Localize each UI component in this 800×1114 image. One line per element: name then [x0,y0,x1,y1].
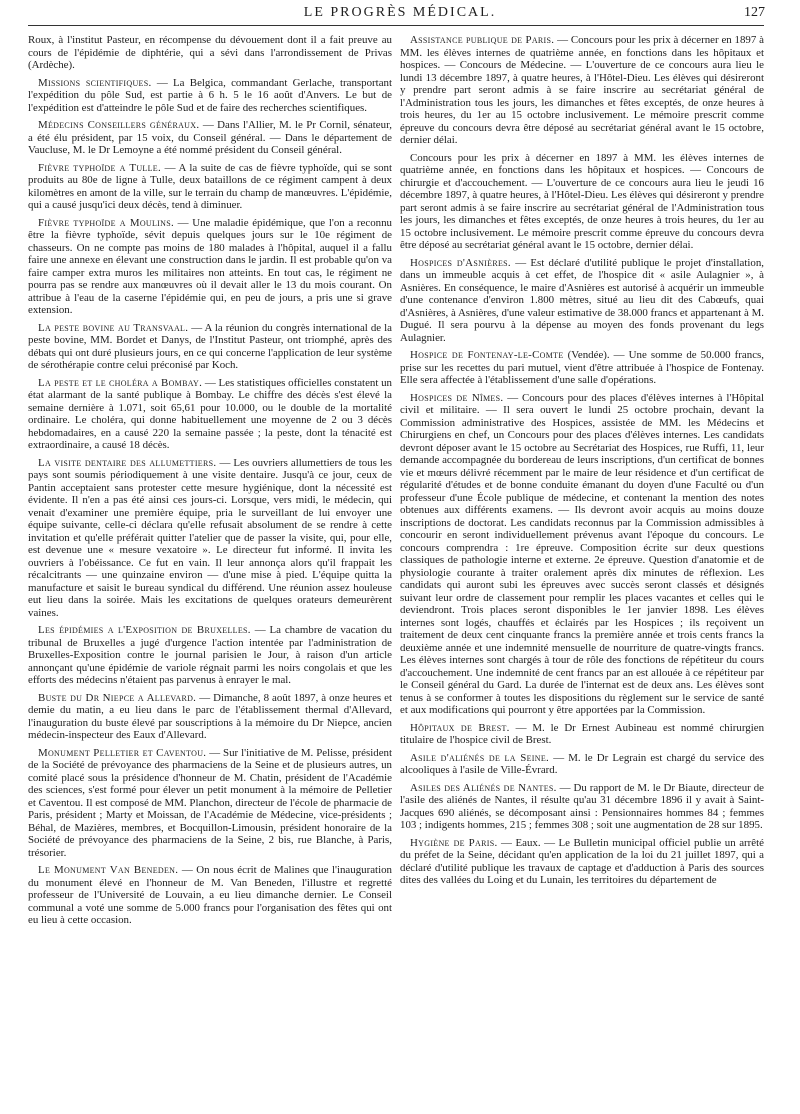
article-text: Concours pour les prix à décerner en 1897 à MM. les élèves internes de quatrième année, en fonctions dans les hôpitaux et hospices. — Concours de chirurgie et d'accouchement. — L'ouverture de ce concours aura lieu le jeudi 16 décembre 1897, à quatre heures, à l'Hôtel-Dieu. Les élèves qui désireront y prendre part seront admis à se faire inscrire au secrétariat général de l'Administration tous les jours, les dimanches et fêtes exceptés, de onze heures à trois heures, du 1er au 15 octobre inclusivement. Le mémoire prescrit comme épreuve du concours devra être déposé au secrétariat général avant le 15 octobre, dernier délai. [400,151,764,251]
article-text: Roux, à l'institut Pasteur, en récompense du dévouement dont il a fait preuve au cours de l'épidémie de diphtérie, qui a sévi dans l'arrondissement de Privas (Ardèche). [28,34,392,71]
header-rule [28,25,764,26]
article-paragraph [400,837,764,887]
article-paragraph [28,377,392,452]
article-text: (Vendée). — Une somme de 50.000 francs, prise sur les recettes du pari mutuel, vient d'être attribuée à l'hospice de Fontenay. Elle sera affectée à l'établissement d'une salle d'opérations. [400,349,764,386]
article-text: — La Belgica, commandant Gerlache, transportant l'expédition du pôle Sud, est partie à 6 h. 5 le 16 août d'Anvers. Le but de l'expédition est d'atteindre le pôle Sud et de faire des recherches scientifiques. [28,76,392,114]
article-heading: La peste bovine au Transvaal. [38,321,189,334]
article-heading: Missions scientifiques. [38,76,152,89]
article-text: — Les statistiques officielles constatent un état alarmant de la santé publique à Bombay. Le chiffre des décès s'est élevé la semaine dernière à 1.071, soit 65,61 pour 10.000, ou le double de la mortalité ordinaire. Le choléra, qui donne habituellement une moyenne de 2 ou 3 décès hebdomadaires, en a causé 220 la semaine passée ; la peste, dont la ténacité est extraordinaire, a causé 18 décès. [28,376,392,451]
article-heading: Hospices d'Asnières. [410,256,511,269]
article-text: — A la réunion du congrès international de la peste bovine, MM. Bordet et Danys, de l'Institut Pasteur, ont triomphé, après des débats qui ont duré plusieurs jours, en ce qui concerne l'application de leur système de sérothérapie contre celui préconisé par Koch. [28,321,392,371]
article-paragraph [28,77,392,115]
article-heading: Hospice de Fontenay-le-Comte [410,349,564,361]
article-text: — Du rapport de M. le Dr Biaute, directeur de l'asile des aliénés de Nantes, il résulte qu'au 31 décembre 1896 il y avait à Saint-Jacques 690 aliénés, se décomposant ainsi : Pensionnaires hommes 84 ; femmes 103 ; indigents hommes, 215 ; femmes 308 ; soit une augmentation de 28 sur 1895. [400,781,764,831]
article-heading: Fièvre typhoïde a Moulins. [38,216,174,229]
article-heading: Médecins Conseillers généraux. [38,119,200,131]
article-text: — Sur l'initiative de M. Pelisse, président de la Société de prévoyance des pharmaciens de la Seine et de plusieurs autres, un comité placé sous la présidence d'honneur de M. Chatin, président de l'Académie des sciences, s'est formé pour élever un petit monument à la mémoire de Pelletier et Caventou. Il est composé de MM. Planchon, directeur de l'école de pharmacie de Paris, président ; Marty et Moissan, de l'Académie de Médecine, vice-présidents ; Béhal, de Mazières, membres, et Bocquillon-Limousin, président honoraire de la Société de prévoyance des pharmaciens de la Seine, 2 bis, rue Blanche, à Paris, trésorier. [28,746,392,859]
article-text: — M. le Dr Ernest Aubineau est nommé chirurgien titulaire de l'hospice civil de Brest. [400,721,765,746]
article-paragraph [28,162,392,212]
article-text: — Est déclaré d'utilité publique le projet d'installation, dans un immeuble acquis à cet effet, de l'hospice dit « asile Aulagnier », à Asnières. En conséquence, le maire d'Asnières est autorisé à acquérir un immeuble d'une contenance d'environ 1.800 mètres, situé au lieu dit des Cabœufs, quai d'Asnières, à Asnières, d'une valeur estimative de 38.000 francs et appartenant à M. Dugué. Il sera pourvu à la dépense au moyen des fonds provenant du legs Aulagnier. [400,256,764,344]
article-text: — Les ouvriers allumettiers de tous les pays sont soumis périodiquement à une visite dentaire. Jusqu'à ce jour, ceux de Pantin acceptaient sans protester cette mesure hygiénique, dont la nécessité est évidente. Il n'en a pas été ainsi ces jours-ci. Lorsque, vers midi, le médecin, qui venait d'examiner une première équipe, pria le surveillant de lui envoyer une équipe suivante, celle-ci déclara qu'elle refusait absolument de se rendre à cette invitation et qu'elle préférait quitter l'atelier que de passer la visite, qui, pour elle, est devenue une « mesure vexatoire ». Le directeur fut informé. Il invita les ouvriers à l'obéissance. Ce fut en vain. Il leur annonça alors qu'il frappait les récalcitrants — une quinzaine environ — d'une mise à pied. L'équipe quitta la manufacture et saisit le bureau syndical du différend. Une réunion assez houleuse eut lieu dans la soirée. Mais les excitations de quelques orateurs demeurèrent vaines. [28,456,392,619]
article-paragraph [28,34,392,72]
running-title: LE PROGRÈS MÉDICAL. [303,5,497,20]
article-text: — Une maladie épidémique, que l'on a reconnu être la fièvre typhoïde, sévit depuis quelques jours sur le 10e régiment de chasseurs. On ne compte pas moins de 180 malades à l'hôpital, auquel il a fallu faire une annexe en élevant une construction dans le jardin. Il est probable qu'on va faire camper extra muros les militaires non atteints. En tout cas, le régiment ne pourra pas se rendre aux manœuvres où il devait aller le 13 du mois courant. On attribue à l'eau de la caserne l'épidémie qui, en peu de jours, a pris une si grave extension. [28,216,392,316]
article-text: — A la suite de cas de fièvre typhoïde, qui se sont produits au 80e de ligne à Tulle, deux bataillons de ce régiment campent à deux kilomètres en amont de la ville, sur le terrain du champ de manœuvres. L'épidémie, qui a causé jusqu'ici deux décès, tend à diminuer. [28,161,392,211]
article-heading: La peste et le choléra a Bombay. [38,376,203,389]
article-heading: Monument Pelletier et Caventou. [38,746,207,759]
article-paragraph [28,322,392,372]
article-text: — Eaux. — Le Bulletin municipal officiel publie un arrêté du préfet de la Seine, décidant qu'en application de la loi du 21 juillet 1897, qui a déclaré d'utilité publique les travaux de captage et d'adduction à Paris des sources dites des vallées du Loing et du Lunain, les territoires du département de [400,836,764,886]
article-heading: Fièvre typhoïde a Tulle. [38,161,161,174]
article-paragraph [400,752,764,777]
article-heading: Asiles des Aliénés de Nantes. [410,781,557,794]
page-header [0,0,800,30]
article-paragraph [28,217,392,317]
article-heading: La visite dentaire des allumettiers. [38,456,217,469]
article-heading: Asile d'aliénés de la Seine. [410,751,550,764]
page-number: 127 [744,5,765,20]
article-heading: Buste du Dr Niepce a Allevard. [38,691,197,704]
article-paragraph [400,257,764,345]
article-heading: Les épidémies a l'Exposition de Bruxelles. [38,624,251,636]
article-heading: Hygiène de Paris. [410,836,498,849]
right-column [400,34,764,892]
article-text: — Dimanche, 8 août 1897, à onze heures et demie du matin, a eu lieu dans le parc de l'établissement thermal d'Allevard, l'inauguration du buste élevé par souscriptions à la mémoire du Dr Niepce, ancien médecin-inspecteur des Eaux d'Allevard. [28,691,392,741]
article-heading: Le Monument Van Beneden. [38,864,179,876]
article-paragraph [28,457,392,620]
article-text: — La chambre de vacation du tribunal de Bruxelles a jugé d'urgence l'action intentée par l'administration de Bruxelles-Exposition contre le journal parisien le Jour, à raison d'un article annonçant qu'une épidémie de variole régnait parmi les noirs congolais et que les efforts des médecins n'étaient pas parvenus à enrayer le mal. [28,624,392,686]
article-paragraph [400,392,764,717]
left-column [28,34,392,932]
article-text: — M. le Dr Legrain est chargé du service des alcooliques à l'asile de Ville-Évrard. [400,751,764,776]
article-paragraph [28,624,392,687]
article-paragraph [400,34,764,147]
article-text: — Concours pour les prix à décerner en 1897 à MM. les élèves internes de quatrième année, en fonctions dans les hôpitaux et hospices. — Concours de Médecine. — L'ouverture de ce concours aura lieu le lundi 13 décembre 1897, à quatre heures, à l'Hôtel-Dieu. Les élèves qui désireront y prendre part seront admis à se faire inscrire au secrétariat général de l'Administration tous les jours, les dimanches et fêtes exceptés, de onze heures à trois heures, du 1er au 15 octobre inclusivement. Le mémoire prescrit comme épreuve du concours devra être déposé au secrétariat général avant le 15 octobre, dernier délai. [400,34,764,146]
article-heading: Assistance publique de Paris. [410,34,555,46]
article-paragraph [400,782,764,832]
article-heading: Hospices de Nîmes. [410,391,504,404]
article-paragraph [400,152,764,252]
article-text: — Dans l'Allier, M. le Pr Cornil, sénateur, a été élu président, par 15 voix, du Conseil général. — Dans le département de Vaucluse, M. le Dr Lemoyne a été nommé président du Conseil général. [28,119,392,156]
article-paragraph [400,722,764,747]
article-heading: Hôpitaux de Brest. [410,721,510,734]
article-text: — Concours pour des places d'élèves internes à l'Hôpital civil et militaire. — Il sera ouvert le lundi 25 octobre prochain, devant la Commission administrative des Hospices, assistée de MM. les Médecins et Chirurgiens en chef, un Concours pour des places d'élèves internes. Les candidats devront déposer avant le 15 octobre au Secrétariat des Hospices, rue Ruffi, 11, leur demande accompagnée du bordereau de leurs inscriptions, d'un certificat de bonnes vie et mœurs délivré récemment par le maire de leur résidence et d'un certificat de régularité d'études et de bonne conduite émanant du doyen d'une Faculté ou d'un professeur d'une École publique de médecine, et contenant la mention des notes obtenues aux différents examens. — Ils devront avoir acquis au moins douze inscriptions de doctorat. Les candidats reconnus par la Commission admissibles à concourir en seront individuellement prévenus avant l'époque du concours. Le concours comprendra : 1re épreuve. Composition écrite sur deux questions classiques de pathologie interne et externe. 2e épreuve. Question d'anatomie et de physiologie courante à traiter oralement après dix minutes de réflexion. Les candidats qui auront subi les épreuves avec succès seront classés et désignés suivant leur ordre de classement pour remplir les places vacantes et celles qui le deviendront. Trois places seront disponibles le 1er janvier 1898. Les élèves internes sont logés, chauffés et éclairés par les Hospices ; ils reçoivent un traitement de deux cent cinquante francs la première année et trois cents francs la deuxième année et une indemnité mensuelle de nourriture de quatre-vingts francs. Les élèves internes sont chargés à tour de rôle des fonctions de répétiteur du cours d'accouchement. Une indemnité de cent francs par an est allouée à ce répétiteur par le Conseil général du Gard. La durée de l'internat est de deux ans. Les élèves sont tenus à se conformer à toutes les dispositions du règlement sur le service de santé et aux modifications qui pourront y être apportées par la Commission. [400,391,764,716]
article-paragraph [28,692,392,742]
article-paragraph [28,119,392,157]
article-paragraph [28,864,392,927]
article-paragraph [28,747,392,860]
article-paragraph [400,349,764,387]
article-text: — On nous écrit de Malines que l'inauguration du monument élevé en l'honneur de M. Van Beneden, l'illustre et regretté professeur de l'Université de Louvain, a eu lieu dimanche dernier. Le Conseil communal a voté une somme de 5.000 francs pour l'organisation des fêtes qui ont eu lieu à cette occasion. [28,864,392,926]
